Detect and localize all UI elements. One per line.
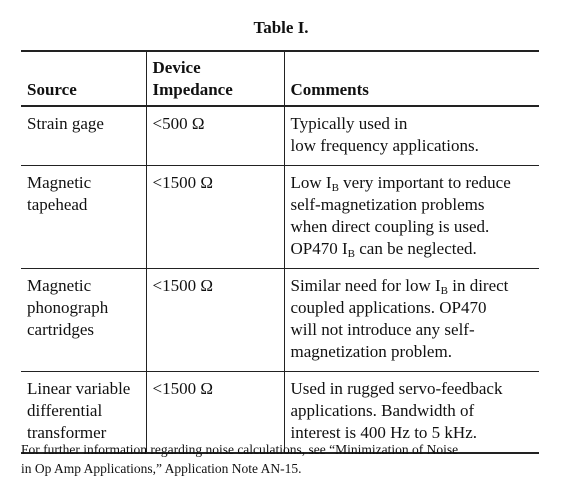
- table-row: [21, 269, 539, 372]
- table-body: [21, 106, 539, 453]
- comment-text: interest is 400 Hz to 5 kHz.: [290, 423, 477, 442]
- comment-line: [291, 216, 535, 238]
- comment-line: [291, 275, 535, 297]
- impedance-cell: [146, 269, 284, 372]
- comment-text: will not introduce any self-: [290, 320, 475, 339]
- comment-line: [291, 238, 535, 260]
- impedance-cell: [146, 166, 284, 269]
- footnote: [21, 440, 551, 478]
- source-text: phonograph: [27, 298, 109, 317]
- comment-line: [291, 400, 535, 422]
- table-header: [21, 51, 539, 106]
- source-text: Linear variable: [27, 379, 131, 398]
- comment-text: Similar need for low I: [290, 276, 441, 295]
- impedance-cell: [146, 106, 284, 166]
- source-text: Magnetic: [27, 173, 92, 192]
- header-source: [21, 51, 146, 106]
- header-impedance: [146, 51, 284, 106]
- comment-text: applications. Bandwidth of: [290, 401, 475, 420]
- header-impedance-line2: Impedance: [152, 80, 233, 99]
- table-row: [21, 106, 539, 166]
- comment-line: [291, 319, 535, 341]
- source-text: transformer: [27, 423, 107, 442]
- comment-text: very important to reduce: [338, 173, 511, 192]
- comment-text: Used in rugged servo-feedback: [290, 379, 503, 398]
- source-text: cartridges: [27, 320, 95, 339]
- impedance-table: [21, 50, 539, 454]
- impedance-text: <1500 Ω: [152, 173, 213, 192]
- comments-cell: [284, 106, 539, 166]
- comment-text: coupled applications. OP470: [290, 298, 487, 317]
- header-comments: [284, 51, 539, 106]
- source-text: Magnetic: [27, 276, 92, 295]
- impedance-text: <1500 Ω: [152, 379, 213, 398]
- header-comments-label: Comments: [290, 80, 369, 99]
- comments-cell: [284, 269, 539, 372]
- header-row: [21, 51, 539, 106]
- comment-text: Typically used in: [290, 114, 408, 133]
- header-source-label: Source: [27, 80, 77, 99]
- comment-line: [291, 135, 535, 157]
- impedance-text: <500 Ω: [152, 114, 205, 133]
- source-cell: [21, 106, 146, 166]
- footnote-line: For further information regarding noise calculations, see “Minimization of Noise: [21, 442, 459, 457]
- comment-text: OP470 I: [290, 239, 348, 258]
- comment-line: [291, 378, 535, 400]
- source-cell: [21, 166, 146, 269]
- comment-text: low frequency applications.: [290, 136, 479, 155]
- subscript: B: [331, 182, 339, 194]
- footnote-line: in Op Amp Applications,” Application Note AN-15.: [21, 461, 302, 476]
- comment-text: magnetization problem.: [290, 342, 452, 361]
- comment-line: [291, 297, 535, 319]
- comment-text: can be neglected.: [355, 239, 477, 258]
- comment-text: Low I: [290, 173, 332, 192]
- comments-cell: [284, 166, 539, 269]
- comment-text: in direct: [447, 276, 509, 295]
- comment-line: [291, 194, 535, 216]
- subscript: B: [347, 248, 355, 260]
- comment-line: [291, 172, 535, 194]
- source-cell: [21, 269, 146, 372]
- impedance-text: <1500 Ω: [152, 276, 213, 295]
- source-text: differential: [27, 401, 103, 420]
- comment-text: when direct coupling is used.: [290, 217, 490, 236]
- comment-line: [291, 113, 535, 135]
- comment-line: [291, 341, 535, 363]
- table-title: Table I.: [253, 18, 309, 37]
- source-text: tapehead: [27, 195, 88, 214]
- table-row: [21, 166, 539, 269]
- header-impedance-line1: Device: [152, 58, 201, 77]
- source-text: Strain gage: [27, 114, 104, 133]
- subscript: B: [440, 285, 448, 297]
- comment-text: self-magnetization problems: [290, 195, 485, 214]
